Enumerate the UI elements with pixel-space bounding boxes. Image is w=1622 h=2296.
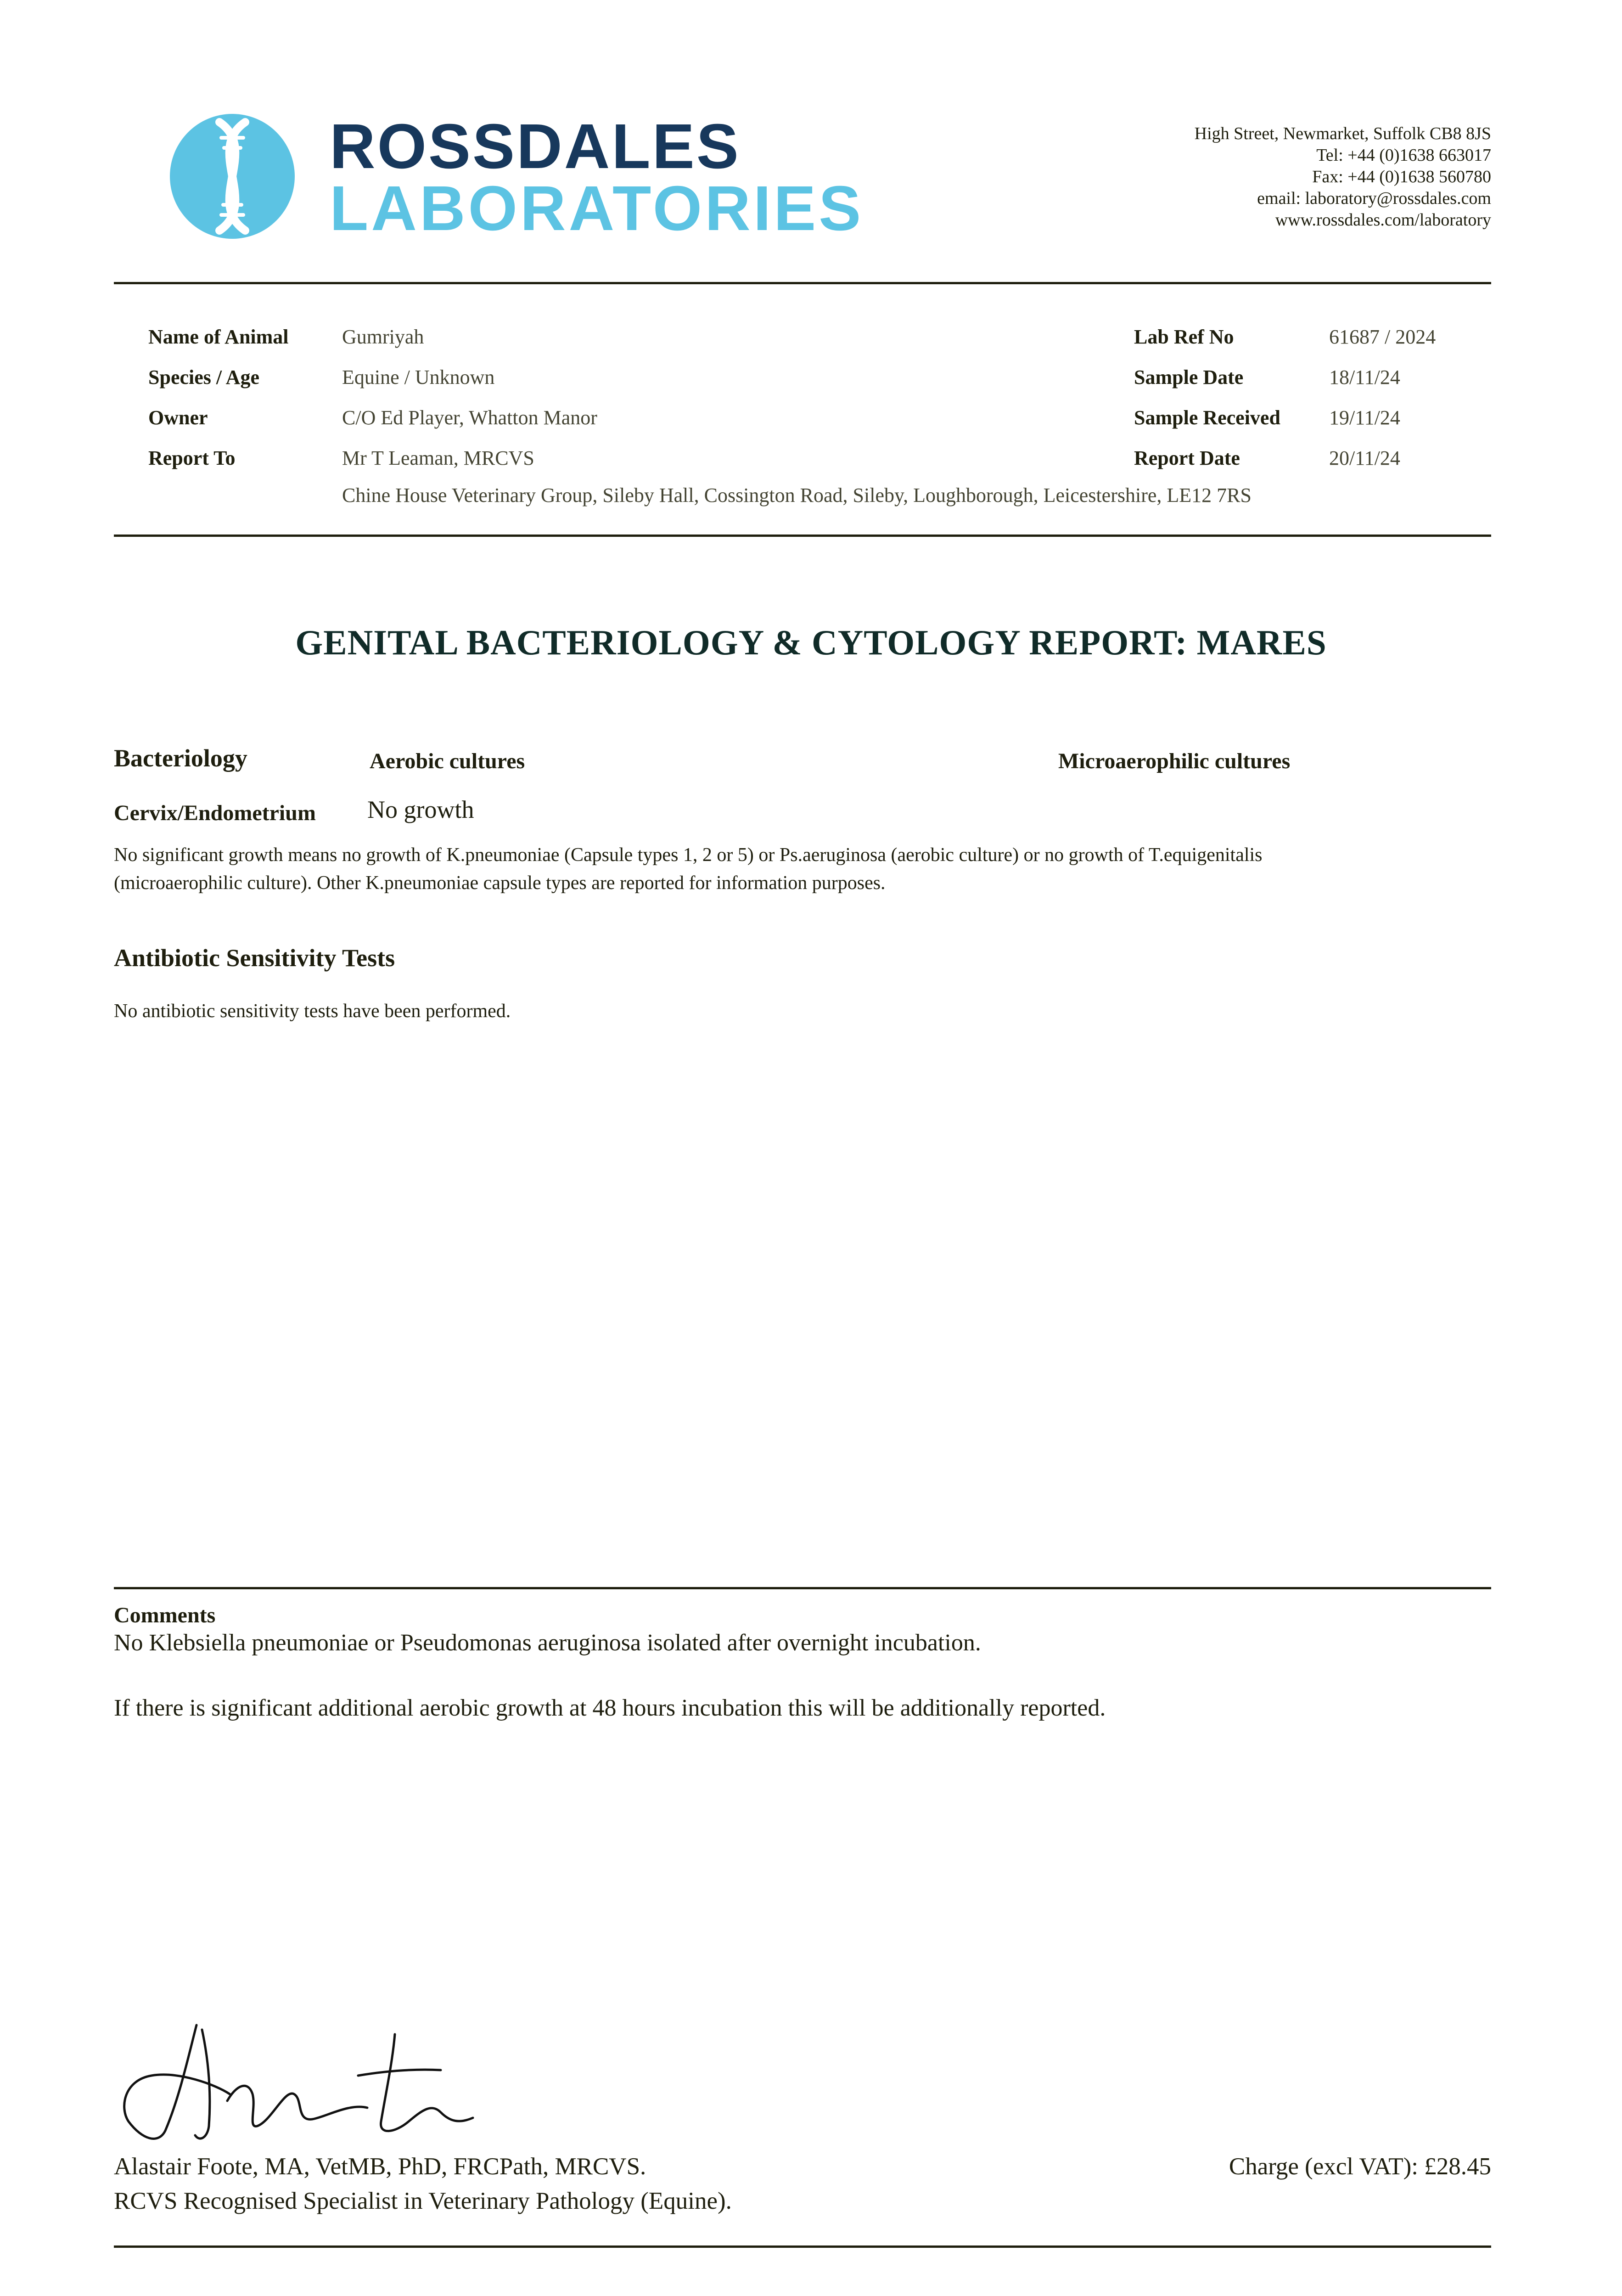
name-of-animal-label: Name of Animal xyxy=(148,326,289,348)
comments-heading: Comments xyxy=(114,1603,216,1627)
contact-address: High Street, Newmarket, Suffolk CB8 8JS xyxy=(1194,124,1491,143)
report-date-label: Report Date xyxy=(1134,447,1240,469)
header-divider xyxy=(114,282,1491,284)
antibiotic-sensitivity-text: No antibiotic sensitivity tests have been performed. xyxy=(114,1001,511,1022)
dna-helix-icon xyxy=(170,114,295,239)
report-to-value: Mr T Leaman, MRCVS xyxy=(342,447,534,469)
species-age-value: Equine / Unknown xyxy=(342,366,495,388)
culture-note-line2: (microaerophilic culture). Other K.pneumoniae capsule types are reported for information purposes. xyxy=(114,872,886,894)
charge-text: Charge (excl VAT): £28.45 xyxy=(1229,2153,1491,2180)
aerobic-result: No growth xyxy=(367,796,474,823)
signatory-title: RCVS Recognised Specialist in Veterinary Pathology (Equine). xyxy=(114,2188,732,2214)
comments-line1: No Klebsiella pneumoniae or Pseudomonas aeruginosa isolated after overnight incubation. xyxy=(114,1630,981,1656)
aerobic-cultures-heading: Aerobic cultures xyxy=(370,749,525,773)
sample-date-label: Sample Date xyxy=(1134,366,1244,388)
antibiotic-sensitivity-heading: Antibiotic Sensitivity Tests xyxy=(114,944,395,972)
contact-fax: Fax: +44 (0)1638 560780 xyxy=(1312,167,1491,186)
signature-image xyxy=(110,2016,477,2149)
lab-ref-label: Lab Ref No xyxy=(1134,326,1234,348)
contact-web[interactable]: www.rossdales.com/laboratory xyxy=(1275,210,1491,230)
name-of-animal-value: Gumriyah xyxy=(342,326,424,348)
contact-block xyxy=(1195,123,1491,231)
microaerophilic-cultures-heading: Microaerophilic cultures xyxy=(1058,749,1291,773)
site-label: Cervix/Endometrium xyxy=(114,801,316,825)
comments-divider xyxy=(114,1587,1491,1589)
brand-name-line2: LABORATORIES xyxy=(330,173,864,244)
contact-tel: Tel: +44 (0)1638 663017 xyxy=(1316,146,1491,165)
report-to-address: Chine House Veterinary Group, Sileby Hall, Cossington Road, Sileby, Loughborough, Leicestershire, LE12 7RS xyxy=(342,484,1252,506)
culture-note-line1: No significant growth means no growth of K.pneumoniae (Capsule types 1, 2 or 5) or Ps.aeruginosa (aerobic culture) or no growth of T.equigenitalis xyxy=(114,844,1263,866)
owner-value: C/O Ed Player, Whatton Manor xyxy=(342,406,597,429)
sample-received-value: 19/11/24 xyxy=(1329,406,1400,429)
report-title: GENITAL BACTERIOLOGY & CYTOLOGY REPORT: MARES xyxy=(295,623,1327,662)
sample-received-label: Sample Received xyxy=(1134,406,1280,429)
info-divider xyxy=(114,535,1491,537)
owner-label: Owner xyxy=(148,406,208,429)
signatory-name: Alastair Foote, MA, VetMB, PhD, FRCPath, MRCVS. xyxy=(114,2153,646,2180)
culture-note xyxy=(114,841,1491,897)
sample-date-value: 18/11/24 xyxy=(1329,366,1400,388)
report-to-label: Report To xyxy=(148,447,236,469)
footer-divider xyxy=(114,2245,1491,2248)
lab-ref-value: 61687 / 2024 xyxy=(1329,326,1436,348)
brand-name-line1: ROSSDALES xyxy=(330,111,741,182)
species-age-label: Species / Age xyxy=(148,366,259,388)
contact-email[interactable]: email: laboratory@rossdales.com xyxy=(1257,189,1491,208)
comments-line2: If there is significant additional aerobic growth at 48 hours incubation this will be additionally reported. xyxy=(114,1695,1106,1721)
report-date-value: 20/11/24 xyxy=(1329,447,1400,469)
bacteriology-heading: Bacteriology xyxy=(114,744,247,772)
